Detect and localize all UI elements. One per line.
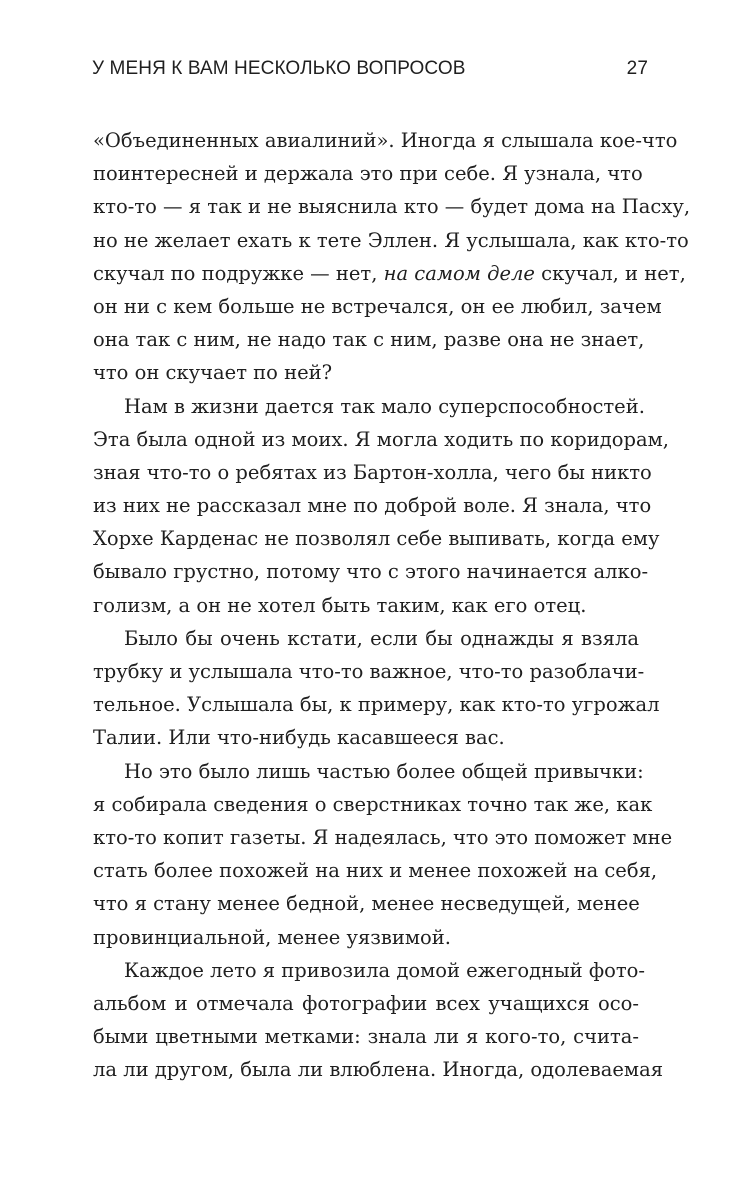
text-segment: скучал по подружке — нет, [93, 261, 384, 285]
text-segment: быми цветными метками: знала ли я кого-то, счита- [93, 1025, 639, 1049]
text-segment: бывало грустно, потому что с этого начинается алко- [93, 560, 649, 584]
text-segment: Но это было лишь частью более общей привычки: [124, 759, 644, 783]
text-line [93, 1053, 664, 1086]
text-line [93, 954, 645, 987]
text-line [93, 921, 639, 954]
text-segment: поинтересней и держала это при себе. Я узнала, что [93, 162, 643, 186]
text-line [93, 522, 660, 555]
text-segment: Нам в жизни дается так мало суперспособностей. [124, 394, 645, 418]
text-segment: голизм, а он не хотел быть таким, как его отец. [93, 593, 587, 617]
text-segment: кто-то — я так и не выяснила кто — будет дома на Пасху, [93, 195, 691, 219]
text-line [93, 489, 652, 522]
text-segment: из них не рассказал мне по доброй воле. Я знала, что [93, 494, 652, 518]
text-segment: но не желает ехать к тете Эллен. Я услышала, как кто-то [93, 228, 689, 252]
text-segment: «Объединенных авиалиний». Иногда я слышала кое-что [93, 129, 678, 152]
page-number: 27 [626, 58, 648, 79]
text-segment: Было бы очень кстати, если бы однажды я взяла [124, 626, 639, 650]
text-line [93, 290, 662, 323]
text-line [93, 555, 649, 588]
text-line [93, 655, 645, 688]
text-line [93, 887, 639, 920]
text-line [93, 755, 644, 788]
text-segment: она так с ним, не надо так с ним, разве она не знает, [93, 328, 645, 352]
emphasis-text: на самом деле [383, 261, 535, 285]
running-head [92, 58, 648, 88]
running-title: У МЕНЯ К ВАМ НЕСКОЛЬКО ВОПРОСОВ [92, 58, 466, 79]
text-line [93, 456, 652, 489]
text-line [93, 356, 639, 389]
text-segment: скучал, и нет, [534, 261, 686, 285]
text-line [93, 589, 639, 622]
text-segment: стать более похожей на них и менее похожей на себя, [93, 859, 658, 883]
text-segment: что он скучает по ней? [93, 361, 333, 385]
text-segment: Эта была одной из моих. Я могла ходить по коридорам, [93, 427, 670, 451]
text-segment: что я стану менее бедной, менее несведущей, менее [93, 892, 640, 916]
text-line [93, 688, 660, 721]
text-segment: альбом и отмечала фотографии всех учащихся осо- [93, 991, 639, 1015]
text-line [93, 423, 670, 456]
text-line [93, 622, 639, 655]
text-line [93, 390, 645, 423]
text-line [93, 987, 639, 1020]
text-segment: Каждое лето я привозила домой ежегодный фото- [124, 958, 645, 982]
text-segment: тельное. Услышала бы, к примеру, как кто-то угрожал [93, 693, 660, 717]
text-line [93, 157, 643, 190]
text-segment: трубку и услышала что-то важное, что-то разоблачи- [93, 660, 645, 683]
text-segment: кто-то копит газеты. Я надеялась, что это поможет мне [93, 825, 673, 849]
text-line [93, 1020, 639, 1053]
body-text [93, 124, 691, 1086]
text-line [93, 224, 689, 257]
text-line [93, 190, 691, 223]
text-line [93, 854, 658, 887]
text-segment: Хорхе Карденас не позволял себе выпивать, когда ему [93, 527, 660, 551]
text-segment: он ни с кем больше не встречался, он ее любил, зачем [93, 294, 662, 318]
text-segment: я собирала сведения о сверстниках точно так же, как [93, 792, 653, 816]
text-line [93, 257, 686, 290]
text-line [93, 821, 673, 854]
text-segment: ла ли другом, была ли влюблена. Иногда, одолеваемая [93, 1058, 664, 1082]
text-line [93, 323, 645, 356]
text-segment: Талии. Или что-нибудь касавшееся вас. [93, 726, 505, 750]
text-line [93, 721, 639, 754]
text-line [93, 124, 678, 157]
text-segment: зная что-то о ребятах из Бартон-холла, чего бы никто [93, 460, 652, 484]
text-line [93, 788, 653, 821]
text-segment: провинциальной, менее уязвимой. [93, 925, 451, 949]
